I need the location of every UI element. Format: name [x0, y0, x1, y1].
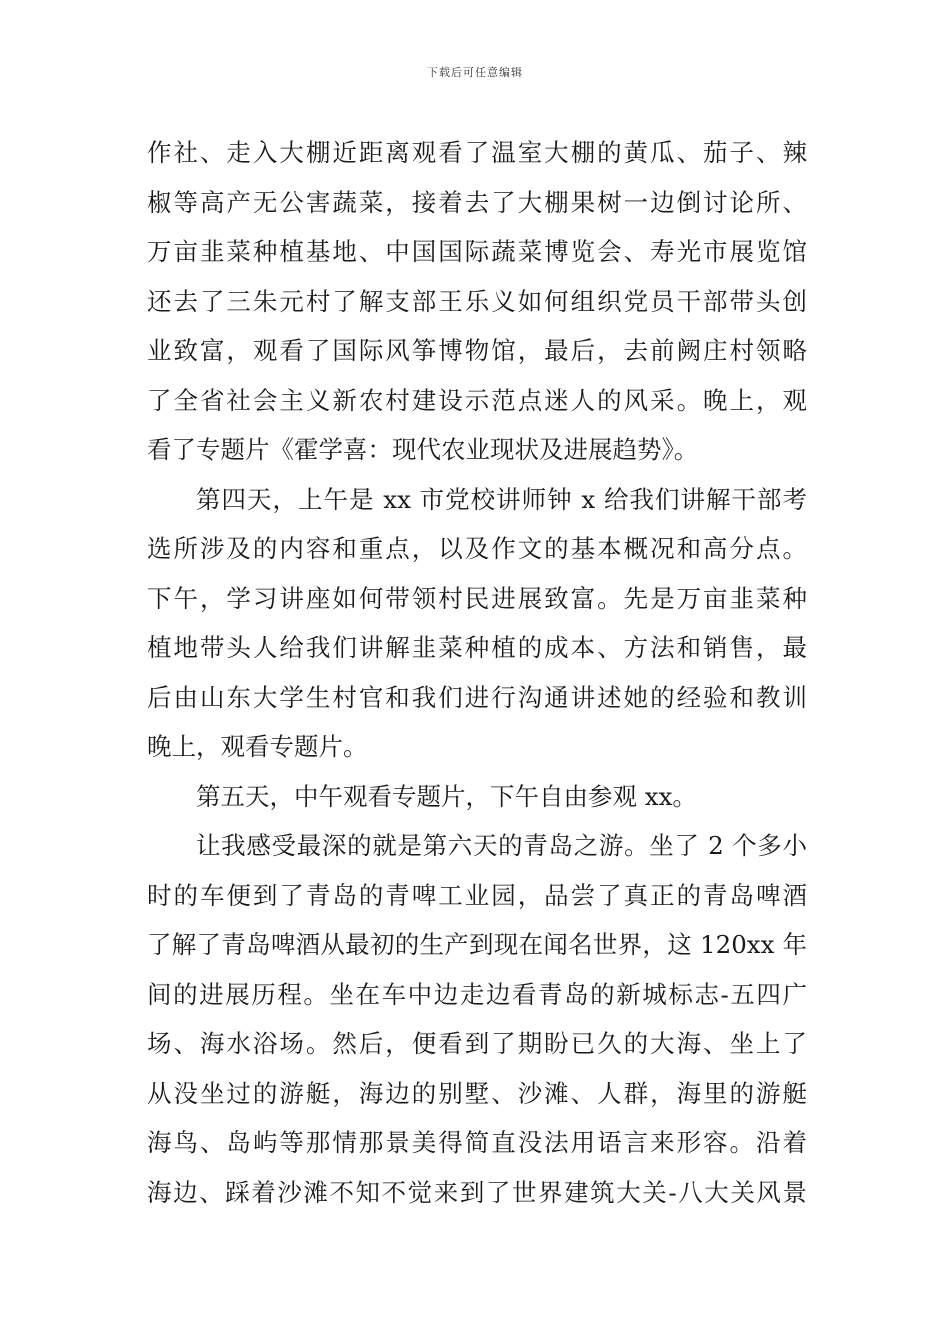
text-line: 业致富，观看了国际风筝博物馆，最后，去前阙庄村领略 — [147, 336, 807, 365]
text-line: 场、海水浴场。然后，便看到了期盼已久的大海、坐上了 — [147, 1029, 807, 1058]
text-line: 第五天，中午观看专题片，下午自由参观 xx。 — [196, 781, 697, 811]
text-line: 海鸟、岛屿等那情那景美得简直没法用语言来形容。沿着 — [147, 1128, 807, 1157]
paragraph-day3-continued — [147, 128, 807, 475]
text-line: 时的车便到了青岛的青啤工业园，品尝了真正的青岛啤酒 — [147, 880, 807, 910]
text-line: 作社、走入大棚近距离观看了温室大棚的黄瓜、茄子、辣 — [147, 138, 807, 167]
text-line: 海边、踩着沙滩不知不觉来到了世界建筑大关-八大关风景 — [147, 1177, 807, 1207]
text-line: 下午，学习讲座如何带领村民进展致富。先是万亩韭菜种 — [147, 583, 807, 613]
text-line: 万亩韭菜种植基地、中国国际蔬菜博览会、寿光市展览馆 — [147, 237, 807, 266]
text-line: 植地带头人给我们讲解韭菜种植的成本、方法和销售，最 — [147, 633, 807, 662]
text-line: 还去了三朱元村了解支部王乐义如何组织党员干部带头创 — [147, 286, 807, 316]
text-line: 选所涉及的内容和重点，以及作文的基本概况和高分点。 — [147, 534, 807, 563]
text-line: 让我感受最深的就是第六天的青岛之游。坐了 2 个多小 — [196, 831, 807, 860]
page-header-note: 下载后可任意编辑 — [427, 66, 523, 79]
text-line: 了全省社会主义新农村建设示范点迷人的风采。晚上，观 — [147, 385, 807, 415]
paragraph-day4 — [147, 475, 807, 772]
text-line: 晚上，观看专题片。 — [147, 732, 368, 761]
text-line: 第四天，上午是 xx 市党校讲师钟 x 给我们讲解干部考 — [196, 484, 807, 514]
text-line: 间的进展历程。坐在车中边走边看青岛的新城标志-五四广 — [147, 979, 807, 1009]
text-line: 了解了青岛啤酒从最初的生产到现在闻名世界，这 120xx 年 — [147, 930, 807, 959]
paragraph-day6-qingdao — [147, 821, 807, 1217]
paragraph-day5 — [147, 772, 807, 822]
text-line: 椒等高产无公害蔬菜，接着去了大棚果树一边倒讨论所、 — [147, 187, 807, 217]
text-line: 后由山东大学生村官和我们进行沟通讲述她的经验和教训 — [147, 682, 807, 712]
text-line: 看了专题片《霍学喜：现代农业现状及进展趋势》。 — [147, 435, 699, 464]
document-body — [147, 128, 807, 1217]
text-line: 从没坐过的游艇，海边的别墅、沙滩、人群，海里的游艇 — [147, 1078, 807, 1108]
